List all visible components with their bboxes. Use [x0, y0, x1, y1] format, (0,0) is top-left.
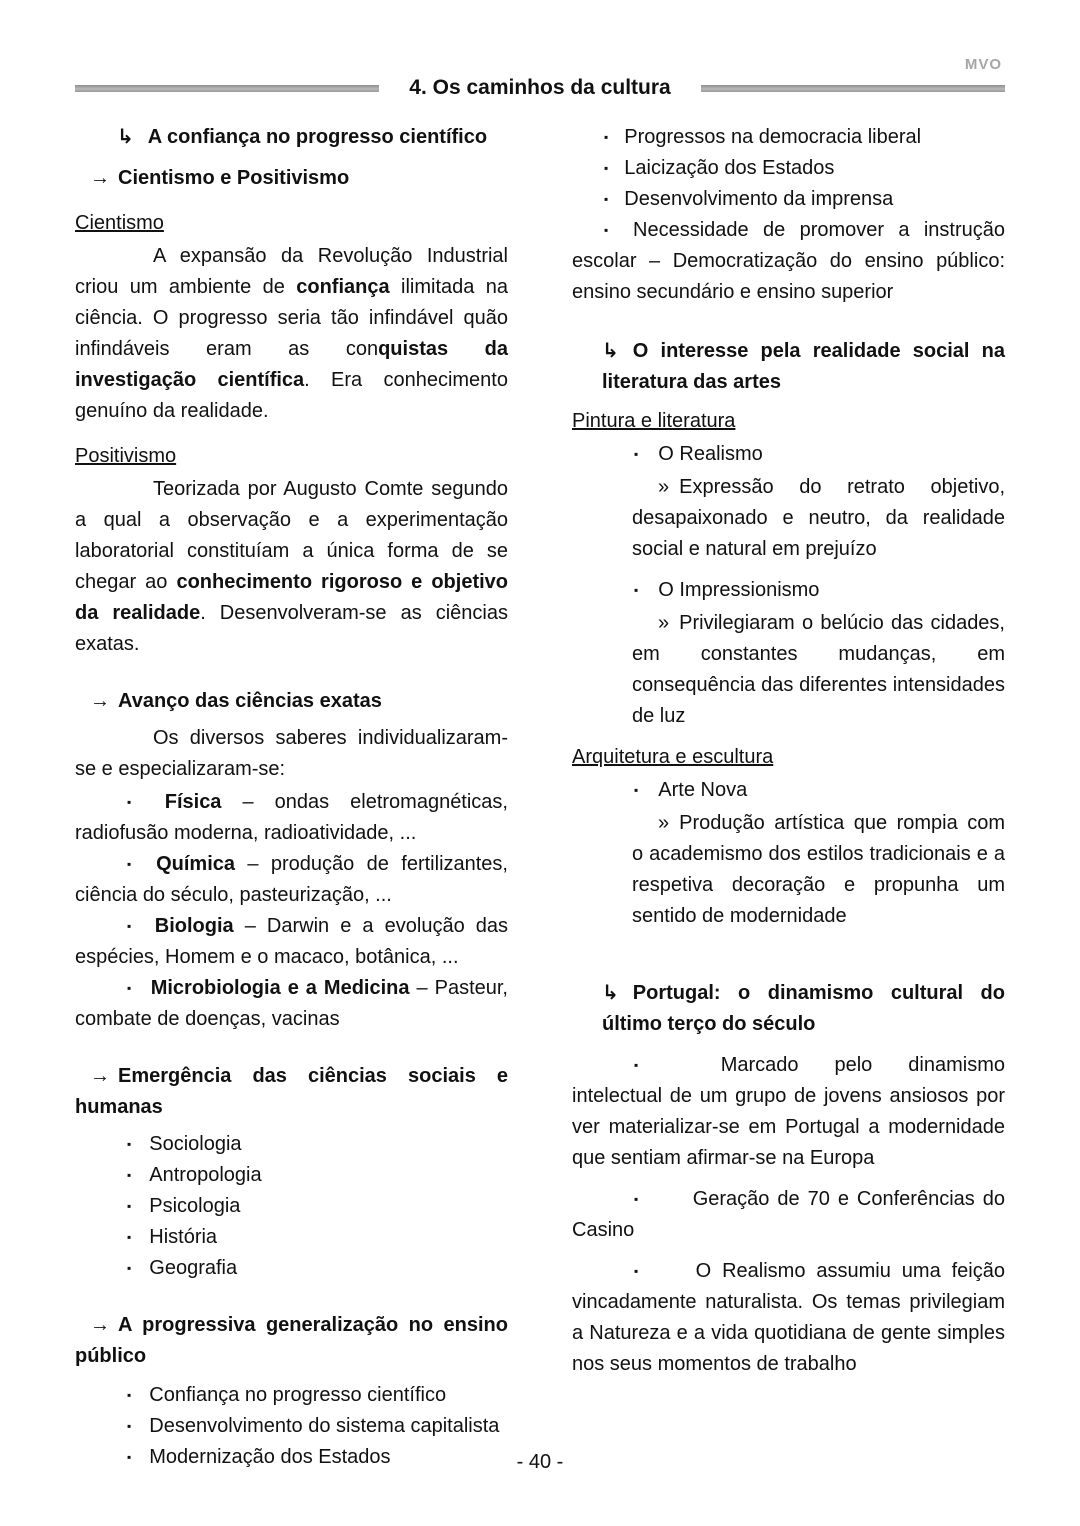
list-item-impressionismo [572, 575, 1005, 606]
term-bold: Química [156, 853, 235, 875]
text-run: – ondas eletromagnéticas, radiofusão moderna, radioatividade, ... [75, 791, 508, 844]
list-item-fisica [75, 787, 508, 849]
header-rule-left [75, 85, 379, 92]
section-marker-icon: ↳ [117, 126, 134, 148]
sub-list-item-arte-nova-detail [572, 808, 1005, 932]
section-marker-icon: ↳ [602, 982, 619, 1004]
text-run: O Realismo [658, 443, 763, 465]
list-item-portugal-1 [572, 1050, 1005, 1174]
bullet-icon: ▪ [127, 1419, 132, 1433]
heading-text: A confiança no progresso científico [147, 126, 488, 148]
paragraph-positivismo [75, 474, 508, 660]
list-item-quimica [75, 849, 508, 911]
heading-text: Cientismo e Positivismo [118, 167, 350, 189]
page-number: - 40 - [516, 1451, 564, 1473]
text-run: – Darwin e a evolução das espécies, Homem e o macaco, botânica, ... [75, 915, 509, 968]
text-run: Desenvolvimento da imprensa [624, 188, 894, 210]
bullet-icon: ▪ [634, 1192, 641, 1206]
section-marker-icon: ↳ [602, 340, 619, 362]
heading-text: O interesse pela realidade social na literatura das artes [602, 340, 1005, 393]
sub-bullet-icon: » [658, 476, 670, 498]
list-item-historia [75, 1222, 508, 1253]
text-run: – Pasteur, combate de doenças, vacinas [75, 977, 508, 1030]
text-run: Geografia [149, 1257, 238, 1279]
text-run-bold: confiança [296, 276, 390, 298]
page-header [75, 76, 1005, 100]
text-run-bold: quistas da investigação científica [75, 338, 509, 391]
text-run: . Era conhecimento genuíno da realidade. [75, 369, 508, 422]
bullet-icon: ▪ [634, 783, 639, 797]
text-run: Sociologia [149, 1133, 242, 1155]
heading-text: A progressiva generalização no ensino público [75, 1314, 508, 1367]
list-item-arte-nova [572, 775, 1005, 806]
bullet-icon: ▪ [127, 1450, 132, 1464]
paragraph-avanco-intro: Os diversos saberes individualizaram-se e especializaram-se: [75, 727, 508, 780]
text-run: Laicização dos Estados [624, 157, 835, 179]
bullet-icon: ▪ [634, 583, 639, 597]
term-bold: Física [164, 791, 222, 813]
bullet-icon: ▪ [634, 1058, 669, 1072]
watermark: MVO [964, 56, 1002, 73]
text-run: Modernização dos Estados [149, 1446, 391, 1468]
list-item-microbiologia [75, 973, 508, 1035]
text-run: Expressão do retrato objetivo, desapaixonado e neutro, da realidade social e natural em prejuízo [632, 476, 1005, 560]
bullet-icon: ▪ [127, 795, 147, 809]
bullet-icon: ▪ [127, 1168, 132, 1182]
arrow-icon: → [90, 1065, 110, 1087]
bullet-icon: ▪ [127, 1199, 132, 1213]
list-item-psicologia [75, 1191, 508, 1222]
bullet-icon: ▪ [127, 857, 139, 871]
list-item-geografia [75, 1253, 508, 1284]
term-bold: Microbiologia e a Medicina [150, 977, 410, 999]
list-item-sociologia [75, 1129, 508, 1160]
text-run: Marcado pelo dinamismo intelectual de um grupo de jovens ansiosos por ver materializar-se em Portugal a modernidade que sentiam afirmar-se na Europa [572, 1054, 1005, 1169]
bullet-icon: ▪ [127, 1261, 132, 1275]
text-run: Necessidade de promover a instrução escolar – Democratização do ensino público: ensino secundário e ensino superior [572, 219, 1005, 303]
text-run: Geração de 70 e Conferências do Casino [572, 1188, 1005, 1241]
text-run: Progressos na democracia liberal [624, 126, 922, 148]
sub-list-item-realismo-detail [572, 472, 1005, 565]
list-item-laicizacao [572, 153, 1005, 184]
list-item-confianca-progresso [75, 1380, 508, 1411]
list-item-instrucao [572, 215, 1005, 308]
list-item-realismo [572, 439, 1005, 470]
text-run: Privilegiaram o belúcio das cidades, em constantes mudanças, em consequência das diferentes intensidades de luz [632, 612, 1005, 727]
bullet-icon: ▪ [127, 919, 137, 933]
label-positivismo: Positivismo [75, 445, 177, 467]
text-run: Teorizada por Augusto Comte segundo a qual a observação e a experimentação laboratorial constituíam a única forma de se chegar ao [75, 478, 508, 593]
text-run: História [149, 1226, 218, 1248]
list-item-antropologia [75, 1160, 508, 1191]
subheading-avanco [75, 686, 508, 717]
bullet-icon: ▪ [604, 192, 609, 206]
heading-text: Emergência das ciências sociais e humanas [75, 1065, 508, 1118]
bullet-icon: ▪ [127, 1388, 132, 1402]
bullet-icon: ▪ [127, 1137, 132, 1151]
list-item-sistema-capitalista [75, 1411, 508, 1442]
page-title: 4. Os caminhos da cultura [409, 76, 671, 99]
sub-list-item-impressionismo-detail [572, 608, 1005, 732]
text-run-bold: conhecimento rigoroso e objetivo da realidade [75, 571, 509, 624]
label-cientismo: Cientismo [75, 212, 164, 234]
right-column [572, 122, 1005, 1473]
arrow-icon: → [90, 690, 110, 712]
subheading-ensino [75, 1310, 508, 1372]
bullet-icon: ▪ [634, 447, 639, 461]
text-run: Confiança no progresso científico [149, 1384, 447, 1406]
sub-bullet-icon: » [658, 812, 670, 834]
text-run: Arte Nova [658, 779, 748, 801]
list-item-imprensa [572, 184, 1005, 215]
paragraph-cientismo [75, 241, 508, 427]
list-item-portugal-3 [572, 1256, 1005, 1380]
label-pintura-literatura: Pintura e literatura [572, 410, 736, 432]
section-heading-interesse [572, 336, 1005, 398]
bullet-icon: ▪ [604, 130, 609, 144]
section-heading-portugal [572, 978, 1005, 1040]
list-item-portugal-2 [572, 1184, 1005, 1246]
text-run: ilimitada na ciência. O progresso seria tão infindável quão infindáveis eram as con [75, 276, 509, 360]
heading-text: Portugal: o dinamismo cultural do último terço do século [602, 982, 1005, 1035]
subheading-emergencia [75, 1061, 508, 1123]
arrow-icon: → [90, 167, 110, 189]
text-run: Psicologia [149, 1195, 241, 1217]
subheading-cientismo-positivismo [75, 163, 508, 194]
list-item-progressos [572, 122, 1005, 153]
left-column [75, 122, 508, 1473]
term-bold: Biologia [154, 915, 234, 937]
bullet-icon: ▪ [604, 161, 609, 175]
text-run: – produção de fertilizantes, ciência do século, pasteurização, ... [75, 853, 508, 906]
header-rule-right [701, 85, 1005, 92]
sub-bullet-icon: » [658, 612, 670, 634]
heading-text: Avanço das ciências exatas [118, 690, 382, 712]
bullet-icon: ▪ [127, 981, 133, 995]
text-run: O Realismo assumiu uma feição vincadamente naturalista. Os temas privilegiam a Natureza e a vida quotidiana de gente simples nos seus momentos de trabalho [572, 1260, 1005, 1375]
two-column-layout [75, 122, 1005, 1473]
text-run: A expansão da Revolução Industrial criou um ambiente de [75, 245, 508, 298]
text-run: Produção artística que rompia com o academismo dos estilos tradicionais e a respetiva decoração e propunha um sentido de modernidade [632, 812, 1005, 927]
list-item-biologia [75, 911, 508, 973]
text-run: Antropologia [149, 1164, 262, 1186]
text-run: . Desenvolveram-se as ciências exatas. [75, 602, 508, 655]
bullet-icon: ▪ [634, 1264, 644, 1278]
label-arquitetura-escultura: Arquitetura e escultura [572, 746, 774, 768]
text-run: O Impressionismo [658, 579, 820, 601]
arrow-icon: → [90, 1314, 110, 1336]
bullet-icon: ▪ [604, 223, 618, 237]
section-heading-confianca [75, 122, 508, 153]
text-run: Desenvolvimento do sistema capitalista [149, 1415, 500, 1437]
bullet-icon: ▪ [127, 1230, 132, 1244]
